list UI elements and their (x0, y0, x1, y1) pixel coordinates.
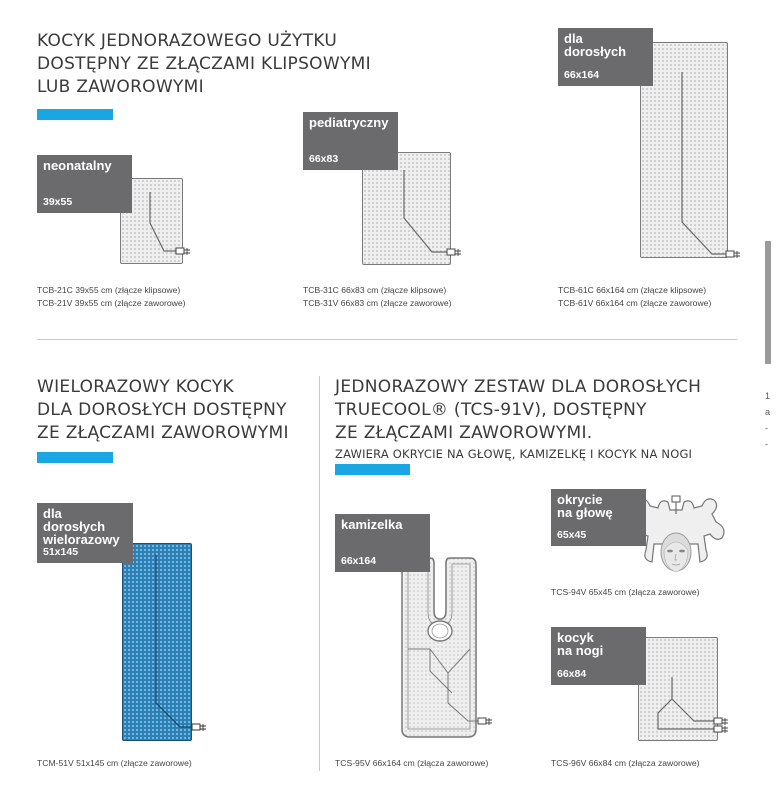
vest-pad (396, 553, 496, 743)
label-reusable: dla dorosłych wielorazowy 51x145 (37, 503, 133, 563)
caption-vest: TCS-95V 66x164 cm (złącza zaworowe) (335, 758, 489, 768)
caption-pediatric: TCB-31C 66x83 cm (złącze klipsowe) TCB-31V 66x83 cm (złącze zaworowe) (303, 285, 452, 308)
section2-accent-bar (37, 452, 113, 463)
label-vest: kamizelka 66x164 (335, 514, 430, 572)
hose-reusable (122, 543, 212, 748)
section1-accent-bar (37, 109, 113, 120)
label-neonatal: neonatalny 39x55 (37, 155, 132, 213)
caption-adult: TCB-61C 66x164 cm (złącze klipsowe) TCB-61V 66x164 cm (złącze zaworowe) (558, 285, 712, 308)
label-legs: kocyk na nogi 66x84 (551, 627, 646, 685)
section1-title: KOCYK JEDNORAZOWEGO UŻYTKU DOSTĘPNY ZE ZŁĄCZAMI KLIPSOWYMI LUB ZAWOROWYMI (37, 31, 371, 97)
column-divider (319, 376, 320, 771)
label-adult: dla dorosłych 66x164 (558, 28, 653, 86)
hose-adult (640, 42, 750, 272)
hose-legs (638, 637, 748, 747)
page-edge-text: 1 a - - (765, 391, 771, 449)
caption-head-cover: TCS-94V 65x45 cm (złącza zaworowe) (551, 587, 700, 597)
caption-reusable: TCM-51V 51x145 cm (złącze zaworowe) (37, 758, 192, 768)
section3-accent-bar (335, 464, 410, 475)
page-edge-bar (765, 241, 771, 364)
caption-legs: TCS-96V 66x84 cm (złącza zaworowe) (551, 758, 700, 768)
hose-neonatal (120, 178, 200, 268)
caption-neonatal: TCB-21C 39x55 cm (złącze klipsowe) TCB-21V 39x55 cm (złącze zaworowe) (37, 285, 186, 308)
section-divider (37, 339, 737, 340)
hose-pediatric (362, 152, 472, 272)
label-pediatric: pediatryczny 66x83 (303, 112, 398, 170)
section3-title: JEDNORAZOWY ZESTAW DLA DOROSŁYCH TRUECOOL® (TCS-91V), DOSTĘPNY ZE ZŁĄCZAMI ZAWOROWYMI. ZAWIERA OKRYCIE NA GŁOWĘ, KAMIZELKĘ I KOCYK NA NOGI (335, 377, 702, 461)
label-head-cover: okrycie na głowę 65x45 (551, 489, 646, 546)
section2-title: WIELORAZOWY KOCYK DLA DOROSŁYCH DOSTĘPNY ZE ZŁĄCZAMI ZAWOROWYMI (37, 377, 289, 443)
